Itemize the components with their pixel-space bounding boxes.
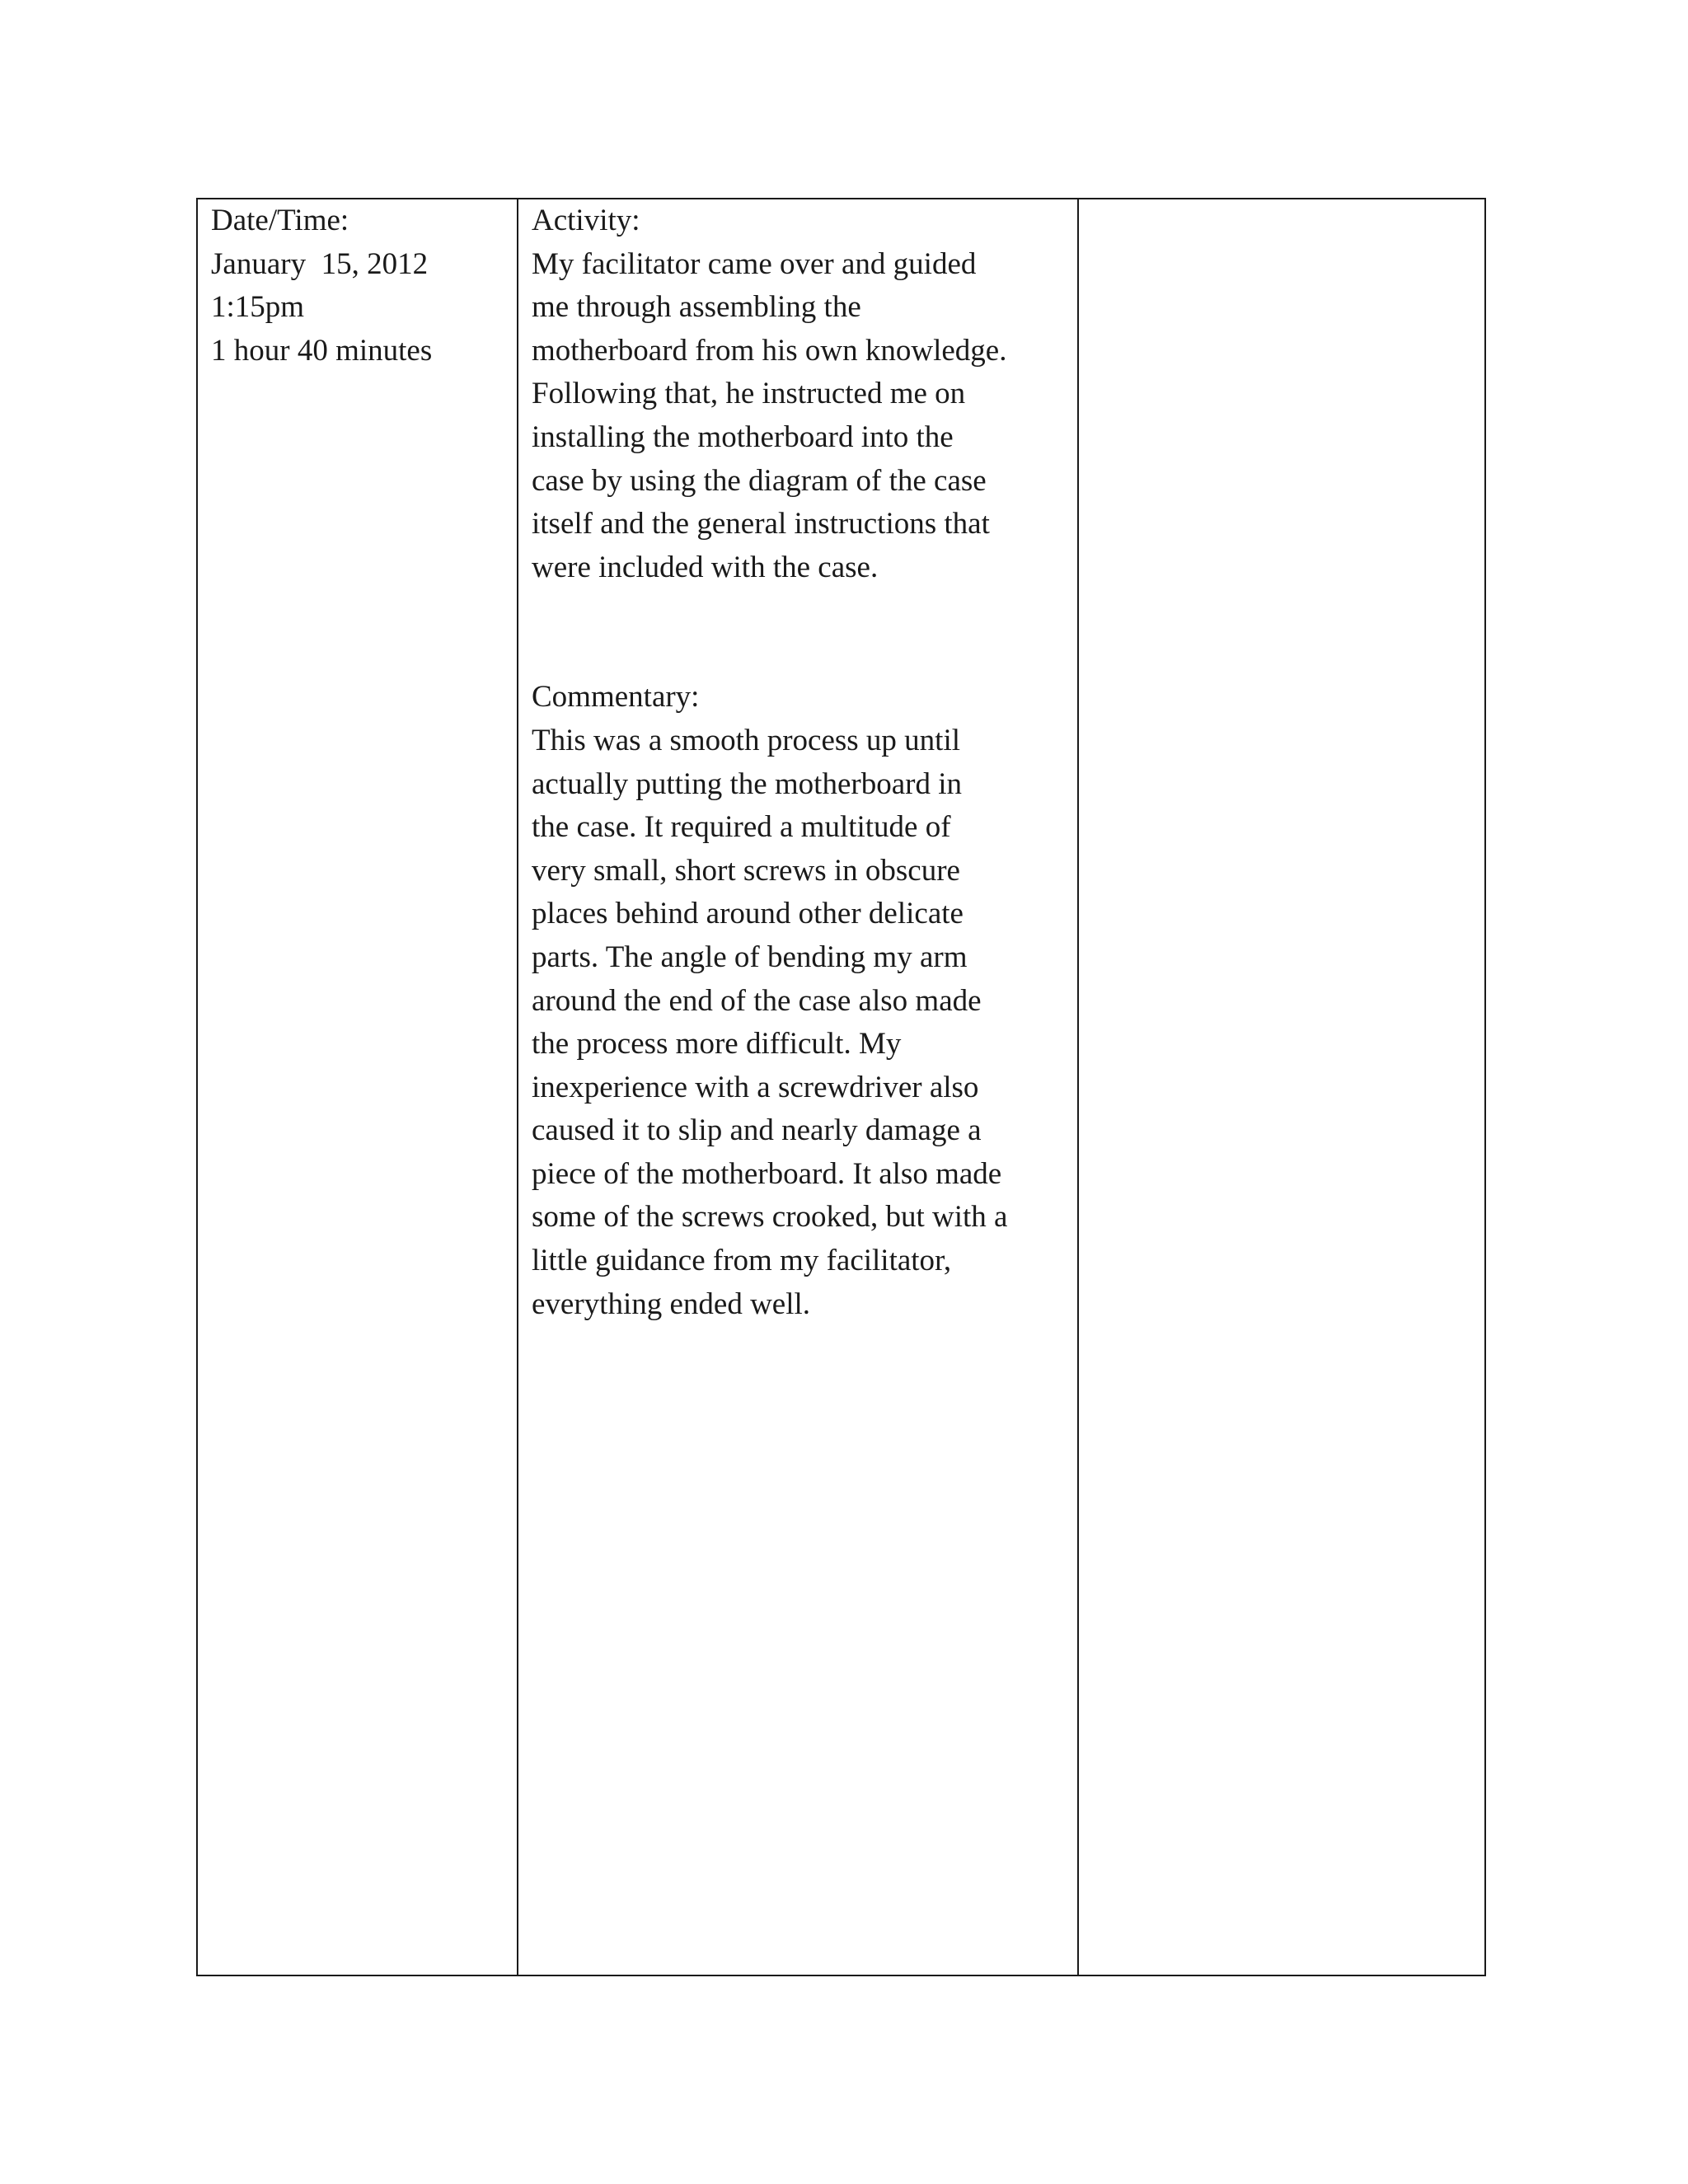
activity-line: My facilitator came over and guided (532, 246, 977, 281)
commentary-text (532, 719, 1064, 1326)
commentary-line: very small, short screws in obscure (532, 853, 960, 888)
commentary-line: little guidance from my facilitator, (532, 1244, 952, 1278)
activity-line: Following that, he instructed me on (532, 377, 966, 411)
activity-line: itself and the general instructions that (532, 507, 990, 541)
commentary-line: around the end of the case also made (532, 983, 982, 1018)
commentary-line: caused it to slip and nearly damage a (532, 1113, 982, 1148)
entry-duration: 1 hour 40 minutes (211, 333, 433, 368)
entry-date: January 15, 2012 (211, 246, 429, 281)
activity-heading: Activity: (532, 204, 640, 237)
activity-line: installing the motherboard into the (532, 419, 954, 454)
activity-line: motherboard from his own knowledge. (532, 333, 1007, 368)
entry-time: 1:15pm (211, 290, 305, 325)
activity-column (518, 199, 1079, 1975)
commentary-line: the process more difficult. My (532, 1027, 902, 1062)
activity-line: case by using the diagram of the case (532, 463, 987, 498)
commentary-line: parts. The angle of bending my arm (532, 940, 968, 974)
commentary-line: inexperience with a screwdriver also (532, 1070, 979, 1104)
paragraph-spacer (532, 589, 1064, 676)
activity-text (532, 243, 1064, 590)
commentary-line: piece of the motherboard. It also made (532, 1156, 1002, 1191)
commentary-line: This was a smooth process up until (532, 723, 961, 757)
log-table (196, 198, 1486, 1976)
commentary-line: actually putting the motherboard in (532, 766, 962, 801)
activity-line: me through assembling the (532, 290, 861, 325)
commentary-heading: Commentary: (532, 680, 700, 715)
activity-line: were included with the case. (532, 550, 879, 584)
commentary-line: everything ended well. (532, 1286, 811, 1321)
date-time-heading: Date/Time: (211, 204, 349, 237)
commentary-line: some of the screws crooked, but with a (532, 1200, 1008, 1235)
commentary-line: the case. It required a multitude of (532, 810, 951, 845)
commentary-line: places behind around other delicate (532, 897, 964, 931)
empty-notes-column (1079, 199, 1484, 1975)
date-time-column (198, 199, 518, 1975)
